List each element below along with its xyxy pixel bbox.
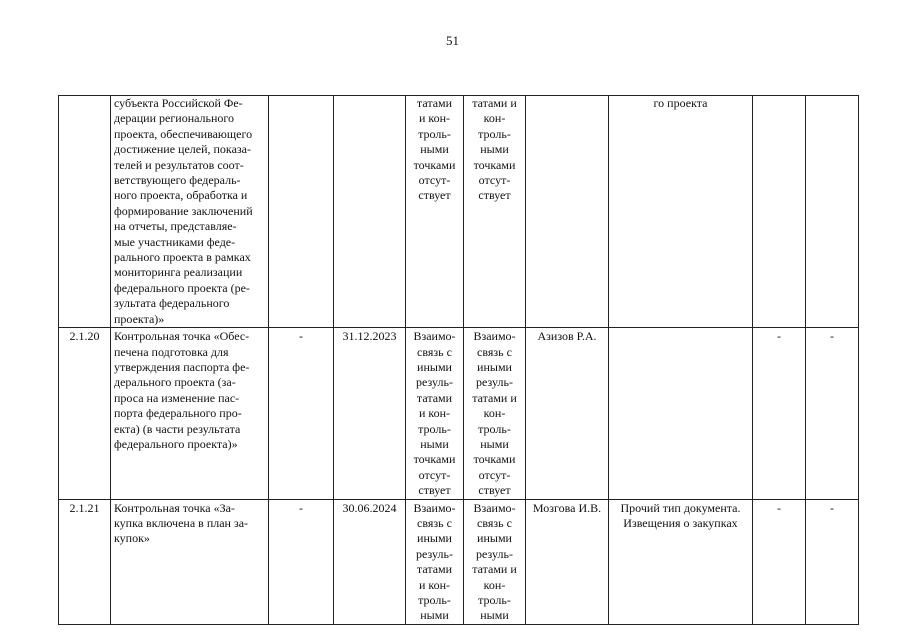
relation-cell-line: резуль- — [416, 546, 453, 561]
relation-cell-line: татами и — [472, 96, 517, 110]
relation-cell-line: ствует — [478, 483, 511, 498]
relation-cell-line: иными — [477, 359, 512, 374]
responsible-cell: Азизов Р.А. — [526, 328, 609, 499]
dash-cell — [806, 96, 859, 328]
dash-cell: - — [806, 328, 859, 499]
relation-cell-line: татами — [416, 390, 453, 405]
relation-cell-line: татами — [416, 96, 453, 110]
item-name-cell-line: утверждения паспорта фе- — [114, 359, 250, 374]
item-number-cell: 2.1.21 — [59, 499, 111, 624]
date-cell: 31.12.2023 — [334, 328, 406, 499]
item-name-cell-line: субъекта Российской Фе- — [114, 96, 243, 110]
relation-cell-line: резуль- — [416, 375, 453, 390]
relation-cell-line: ными — [420, 142, 449, 157]
document-type-cell — [609, 96, 753, 328]
relation-cell-line: отсут- — [478, 173, 511, 188]
item-name-cell-line: купка включена в план за- — [114, 515, 249, 530]
relation-cell-line: кон- — [483, 577, 506, 592]
relation-cell-line: татами и — [472, 562, 517, 577]
relation-cell-line: троль- — [418, 593, 451, 607]
dash-cell: - — [753, 499, 806, 624]
relation-cell-line: отсут- — [418, 173, 451, 188]
item-name-cell-line: дерации регионального — [114, 111, 235, 126]
document-type-cell — [609, 328, 753, 499]
relation-cell — [464, 499, 526, 624]
relation-cell-line: татами и — [472, 390, 517, 405]
relation-cell-line: резуль- — [476, 375, 513, 390]
item-name-cell-line: Контрольная точка «За- — [114, 500, 235, 515]
document-type-cell — [609, 499, 753, 624]
relation-cell-line: точками — [413, 157, 456, 172]
item-name-cell-line: федерального проекта (ре- — [114, 280, 250, 295]
item-name-cell-line: мониторинга реализации — [114, 265, 243, 280]
dash-cell: - — [269, 328, 334, 499]
relation-cell-line: ствует — [418, 483, 451, 498]
item-name-cell-line: ветствующего федераль- — [114, 173, 241, 188]
relation-cell-line: связь с — [477, 344, 512, 359]
item-name-cell-line: ного проекта, обработка и — [114, 188, 248, 203]
item-name-cell-line: екта) (в части результата — [114, 421, 241, 436]
relation-cell-line: ными — [480, 608, 509, 623]
item-name-cell-line: рального проекта в рамках — [114, 250, 251, 265]
relation-cell-line: Взаимо- — [473, 329, 516, 344]
item-name-cell-line: достижение целей, показа- — [114, 142, 251, 157]
relation-cell-line: ными — [480, 142, 509, 157]
item-number-cell: 2.1.20 — [59, 328, 111, 499]
item-name-cell-line: мые участниками феде- — [114, 234, 236, 249]
relation-cell — [406, 328, 464, 499]
relation-cell-line: Взаимо- — [413, 500, 456, 515]
relation-cell-line: и кон- — [418, 111, 451, 126]
item-name-cell-line: проса на изменение пас- — [114, 390, 240, 405]
relation-cell-line: иными — [417, 359, 452, 374]
item-name-cell — [111, 499, 269, 624]
item-name-cell-line: проекта, обеспечивающего — [114, 126, 253, 141]
dash-cell — [269, 96, 334, 328]
table-row — [59, 499, 859, 624]
item-name-cell-line: телей и результатов соот- — [114, 157, 244, 172]
relation-cell-line: троль- — [478, 421, 511, 436]
relation-cell-line: ствует — [418, 188, 451, 203]
relation-cell-line: ствует — [478, 188, 511, 203]
relation-cell-line: резуль- — [476, 546, 513, 561]
relation-cell-line: троль- — [418, 126, 451, 141]
relation-cell-line: ными — [420, 436, 449, 451]
dash-cell: - — [806, 499, 859, 624]
item-number-cell — [59, 96, 111, 328]
document-type-cell-line: Извещения о закупках — [623, 515, 738, 530]
item-name-cell-line: купок» — [114, 531, 150, 546]
item-name-cell-line: федерального проекта)» — [114, 436, 238, 451]
relation-cell-line: кон- — [483, 406, 506, 421]
date-cell — [334, 96, 406, 328]
item-name-cell-line: формирование заключений — [114, 203, 253, 218]
relation-cell-line: иными — [477, 531, 512, 546]
item-name-cell-line: Контрольная точка «Обес- — [114, 329, 250, 344]
item-name-cell-line: на отчеты, представляе- — [114, 219, 237, 234]
relation-cell-line: и кон- — [418, 577, 451, 592]
relation-cell-line: связь с — [417, 344, 452, 359]
item-name-cell-line: печена подготовка для — [114, 344, 229, 359]
relation-cell-line: троль- — [478, 126, 511, 141]
relation-cell-line: отсут- — [418, 467, 451, 482]
relation-cell-line: точками — [473, 157, 516, 172]
table-row — [59, 96, 859, 328]
item-name-cell-line: проекта)» — [114, 311, 165, 326]
relation-cell-line: татами — [416, 562, 453, 577]
dash-cell: - — [753, 328, 806, 499]
relation-cell-line: Взаимо- — [473, 500, 516, 515]
item-name-cell-line: порта федерального про- — [114, 406, 242, 421]
dash-cell — [753, 96, 806, 328]
table-row — [59, 328, 859, 499]
relation-cell-line: ными — [480, 436, 509, 451]
relation-cell-line: отсут- — [478, 467, 511, 482]
document-type-cell-line: го проекта — [653, 96, 708, 110]
date-cell: 30.06.2024 — [334, 499, 406, 624]
relation-cell — [406, 96, 464, 328]
relation-cell-line: иными — [417, 531, 452, 546]
relation-cell-line: ными — [420, 608, 449, 623]
relation-cell-line: кон- — [483, 111, 506, 126]
relation-cell — [406, 499, 464, 624]
item-name-cell — [111, 328, 269, 499]
relation-cell-line: точками — [413, 452, 456, 467]
relation-cell-line: связь с — [417, 515, 452, 530]
item-name-cell-line: зультата федерального — [114, 296, 230, 311]
relation-cell-line: троль- — [418, 421, 451, 436]
relation-cell — [464, 328, 526, 499]
responsible-cell — [526, 96, 609, 328]
responsible-cell: Мозгова И.В. — [526, 499, 609, 624]
relation-cell — [464, 96, 526, 328]
relation-cell-line: точками — [473, 452, 516, 467]
item-name-cell-line: дерального проекта (за- — [114, 375, 236, 390]
table-body — [59, 96, 859, 625]
control-points-table — [58, 95, 859, 625]
page-number: 51 — [446, 33, 459, 48]
relation-cell-line: связь с — [477, 515, 512, 530]
dash-cell: - — [269, 499, 334, 624]
item-name-cell — [111, 96, 269, 328]
document-type-cell-line: Прочий тип документа. — [620, 500, 741, 515]
relation-cell-line: и кон- — [418, 406, 451, 421]
relation-cell-line: Взаимо- — [413, 329, 456, 344]
relation-cell-line: троль- — [478, 593, 511, 607]
